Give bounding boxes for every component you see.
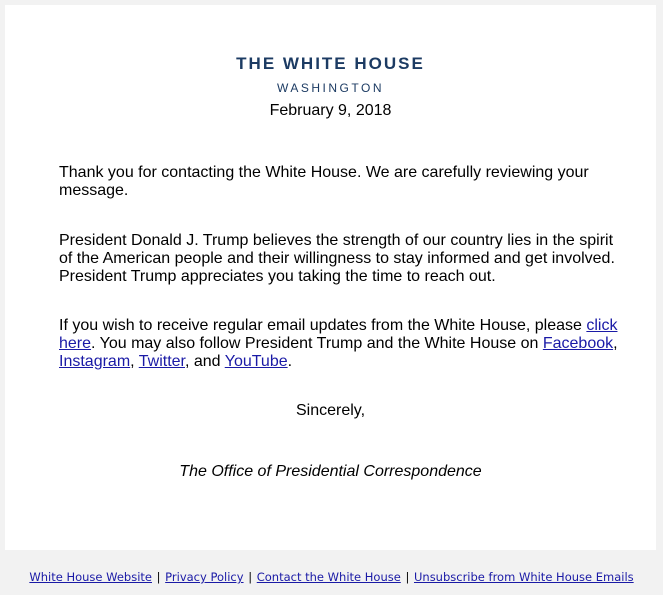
period: . (287, 353, 293, 370)
footer-separator: | (156, 570, 161, 584)
follow-text-before: If you wish to receive regular email updates from the White House, please (59, 317, 587, 334)
footer-link-contact[interactable]: Contact the White House (256, 570, 401, 584)
white-house-logo-subtitle: WASHINGTON (276, 81, 384, 95)
letter-date: February 9, 2018 (269, 102, 392, 119)
signature-office: The Office of Presidential Correspondence (179, 463, 482, 480)
white-house-logo-title: THE WHITE HOUSE (236, 54, 425, 73)
facebook-link[interactable]: Facebook (542, 335, 614, 352)
paragraph-thank-you: Thank you for contacting the White House. We are carefully reviewing your message. (59, 164, 589, 199)
follow-text-after: . You may also follow President Trump and the White House on (91, 335, 543, 352)
paragraph-follow (59, 317, 619, 371)
comma-2: , (130, 353, 139, 370)
and-text: , and (184, 353, 225, 370)
click-here-link[interactable]: click here (59, 317, 618, 352)
twitter-link[interactable]: Twitter (138, 353, 185, 370)
footer-separator: | (248, 570, 253, 584)
comma-1: , (613, 335, 618, 352)
footer-link-privacy[interactable]: Privacy Policy (165, 570, 244, 584)
instagram-link[interactable]: Instagram (59, 353, 131, 370)
footer-links (0, 570, 663, 584)
footer-link-unsubscribe[interactable]: Unsubscribe from White House Emails (413, 570, 634, 584)
footer-separator: | (405, 570, 410, 584)
email-card (5, 5, 656, 550)
paragraph-president-message: President Donald J. Trump believes the strength of our country lies in the spirit of the American people and their willingness to stay informed and get involved. President Trump appreciates you taking the time to reach out. (59, 232, 615, 285)
footer-link-website[interactable]: White House Website (29, 570, 152, 584)
closing-sincerely: Sincerely, (295, 402, 366, 419)
youtube-link[interactable]: YouTube (224, 353, 288, 370)
